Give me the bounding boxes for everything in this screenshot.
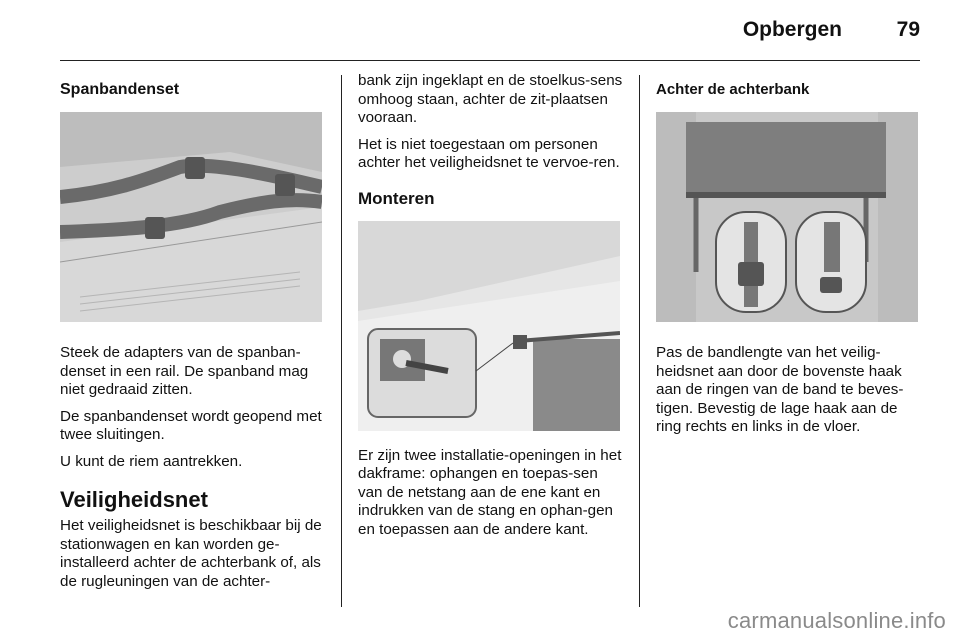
left-paragraph-2: De spanbandenset wordt geopend met twee sluitingen. xyxy=(60,407,322,443)
heading-veiligheidsnet: Veiligheidsnet xyxy=(60,487,208,512)
left-column xyxy=(60,72,326,599)
section-title: Opbergen xyxy=(742,18,842,41)
column-divider-1 xyxy=(341,75,342,607)
heading-monteren: Monteren xyxy=(358,188,435,208)
left-paragraph-4: Het veiligheidsnet is beschikbaar bij de stationwagen en kan worden ge-installeerd achter de achterbank of, als de rugleuningen van de achter- xyxy=(60,517,322,590)
left-paragraph-3: U kunt de riem aantrekken. xyxy=(60,452,243,470)
left-paragraph-1: Steek de adapters van de spanban-denset in een rail. De spanband mag niet gedraaid zitten. xyxy=(60,344,309,398)
right-column xyxy=(656,72,920,445)
watermark: carmanualsonline.info xyxy=(727,608,946,633)
figure-strap-set xyxy=(60,112,322,322)
heading-spanbandenset: Spanbandenset xyxy=(60,81,180,98)
heading-achter-de-achterbank: Achter de achterbank xyxy=(656,81,810,98)
middle-paragraph-3: Er zijn twee installatie-openingen in het dakframe: ophangen en toepas-sen van de netstang aan de ene kant en indrukken van de stang en ophan-gen en toepassen aan de andere kant. xyxy=(358,446,622,538)
roof-frame-illustration xyxy=(358,221,620,431)
header-rule xyxy=(60,60,920,61)
column-divider-2 xyxy=(639,75,640,607)
middle-paragraph-2: Het is niet toegestaan om personen achter het veiligheidsnet te vervoe-ren. xyxy=(358,135,620,171)
middle-paragraph-1: bank zijn ingeklapt en de stoelkus-sens omhoog staan, achter de zit-plaatsen vooraan. xyxy=(358,72,623,126)
middle-column xyxy=(358,72,624,547)
strap-set-illustration xyxy=(60,112,322,322)
right-paragraph-1: Pas de bandlengte van het veilig-heidsnet aan door de bovenste haak aan de ringen van de band te beves-tigen. Bevestig de lage haak aan de ring rechts en links in de vloer. xyxy=(656,344,904,435)
net-straps-illustration xyxy=(656,112,918,322)
page-number: 79 xyxy=(896,18,920,41)
page-header xyxy=(0,0,960,60)
figure-roof-frame xyxy=(358,221,620,431)
figure-net-straps xyxy=(656,112,918,322)
